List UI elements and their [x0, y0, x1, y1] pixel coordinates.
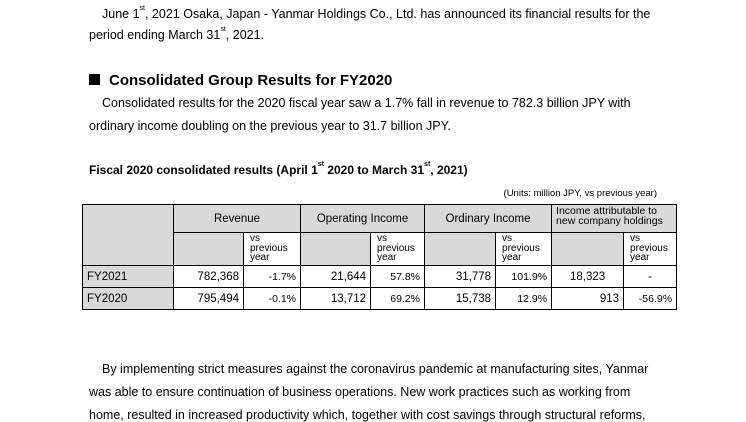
table-cell: -: [624, 266, 677, 288]
table-cell: -1.7%: [244, 266, 301, 288]
blank-subheader: [552, 233, 624, 266]
vs-previous-year-header: vs previous year: [624, 233, 677, 266]
section-heading: Consolidated Group Results for FY2020: [89, 72, 392, 89]
table-cell: 57.8%: [371, 266, 425, 288]
table-cell: 13,712: [301, 288, 371, 310]
summary-line-2: ordinary income doubling on the previous year to 31.7 billion JPY.: [89, 119, 451, 133]
table-cell: 31,778: [425, 266, 496, 288]
vs-previous-year-header: vs previous year: [496, 233, 552, 266]
results-table: [82, 204, 677, 310]
group-header-revenue: Revenue: [174, 205, 301, 233]
table-caption: Fiscal 2020 consolidated results (April 1st 2020 to March 31st, 2021): [89, 161, 468, 177]
blank-subheader: [174, 233, 244, 266]
group-header-income-attributable: Income attributable to new company holdings: [552, 205, 677, 233]
table-cell: 782,368: [174, 266, 244, 288]
summary-line-1: Consolidated results for the 2020 fiscal year saw a 1.7% fall in revenue to 782.3 billion JPY with: [102, 96, 631, 110]
intro-line-1: June 1st, 2021 Osaka, Japan - Yanmar Holdings Co., Ltd. has announced its financial results for the: [102, 5, 651, 21]
table-cell: 15,738: [425, 288, 496, 310]
table-row: [83, 288, 677, 310]
intro-line-2: period ending March 31st, 2021.: [89, 26, 265, 42]
group-header-operating-income: Operating Income: [301, 205, 425, 233]
body-line-2: was able to ensure continuation of business operations. New work practices such as working from: [89, 385, 631, 399]
row-label: FY2021: [83, 266, 174, 288]
table-cell: -56.9%: [624, 288, 677, 310]
table-cell: 21,644: [301, 266, 371, 288]
table-row: [83, 266, 677, 288]
corner-cell: [83, 205, 174, 266]
body-line-3: home, resulted in increased productivity which, together with cost savings through structural reforms,: [89, 408, 646, 422]
body-line-1: By implementing strict measures against the coronavirus pandemic at manufacturing sites, Yanmar: [102, 362, 649, 376]
square-bullet-icon: [89, 74, 100, 85]
table-cell: 101.9%: [496, 266, 552, 288]
table-cell: 69.2%: [371, 288, 425, 310]
table-cell: 913: [552, 288, 624, 310]
table-cell: 12.9%: [496, 288, 552, 310]
units-note: (Units: million JPY, vs previous year): [503, 188, 657, 199]
vs-previous-year-header: vs previous year: [244, 233, 301, 266]
table-cell: -0.1%: [244, 288, 301, 310]
vs-previous-year-header: vs previous year: [371, 233, 425, 266]
blank-subheader: [301, 233, 371, 266]
blank-subheader: [425, 233, 496, 266]
row-label: FY2020: [83, 288, 174, 310]
table-cell: 18,323: [552, 266, 624, 288]
group-header-ordinary-income: Ordinary Income: [425, 205, 552, 233]
table-cell: 795,494: [174, 288, 244, 310]
